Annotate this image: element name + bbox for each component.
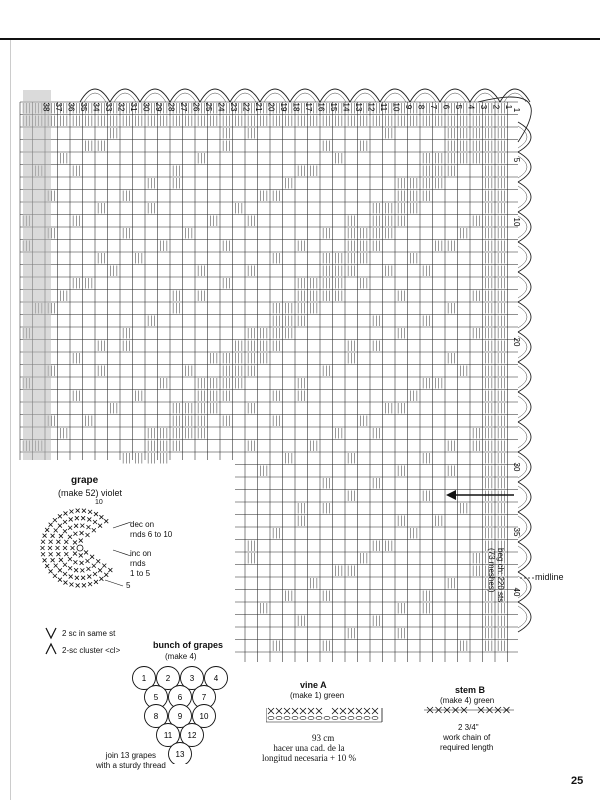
vine-length: 93 cm xyxy=(312,733,335,743)
grape-number: 3 xyxy=(189,674,195,683)
row-number-top: 24 xyxy=(216,102,226,112)
page-number: 25 xyxy=(571,775,584,787)
row-number-top: 36 xyxy=(66,102,76,112)
grape-number: 5 xyxy=(153,693,159,702)
grape-inc-label: inc on rnds 1 to 5 xyxy=(130,549,152,578)
row-number-top: 12 xyxy=(366,102,376,112)
row-number-top: 32 xyxy=(116,102,126,112)
row-number-top: 19 xyxy=(279,102,288,112)
grape-number: 12 xyxy=(187,731,197,740)
grape-number: 8 xyxy=(153,712,159,721)
legend-sc-cluster: 2-sc cluster <cl> xyxy=(62,646,121,655)
row-number-top: 34 xyxy=(91,102,101,112)
grape-number: 2 xyxy=(165,674,171,683)
grape-number: 6 xyxy=(177,693,183,702)
vine-spanish-note: hacer una cad. de la longitud necesaria + 10 % xyxy=(262,743,357,763)
stem-chain-diagram xyxy=(424,703,516,723)
bunch-of-grapes-diagram xyxy=(120,664,240,764)
row-number-right: 40 xyxy=(512,587,521,597)
grape-title: grape xyxy=(71,475,99,486)
row-number-top: 3 xyxy=(479,104,488,110)
stem-note: work chain of required length xyxy=(440,733,494,752)
stem-title: stem B xyxy=(455,685,486,695)
row-number-top: 20 xyxy=(266,102,276,112)
row-number-top: 1 xyxy=(504,104,513,110)
legend-sc-same-st: 2 sc in same st xyxy=(62,629,116,638)
row-number-top: 11 xyxy=(379,102,388,112)
grape-number: 1 xyxy=(141,674,147,683)
vine-subtitle: (make 1) green xyxy=(290,691,345,700)
row-number-top: 18 xyxy=(291,102,301,112)
bunch-subtitle: (make 4) xyxy=(165,652,197,661)
vine-chain-diagram xyxy=(266,700,384,730)
grape-rnd-label-2: 10 xyxy=(95,499,103,506)
row-number-top: 4 xyxy=(466,104,476,110)
row-number-top: 10 xyxy=(391,102,401,112)
sc-same-st-icon xyxy=(44,626,58,640)
grape-number: 4 xyxy=(213,674,219,683)
bunch-title: bunch of grapes xyxy=(153,640,224,650)
grape-number: 10 xyxy=(199,712,209,721)
row-number-top: 31 xyxy=(129,102,138,112)
row-number-top: 37 xyxy=(54,102,63,112)
row-number-right: 1 xyxy=(512,107,521,113)
bunch-note: join 13 grapes with a sturdy thread xyxy=(96,751,166,770)
beg-ch-label: beg ch: 220 sts (73 meshes) xyxy=(487,548,505,603)
row-number-top: 14 xyxy=(341,102,351,112)
row-number-right: 35 xyxy=(512,527,521,537)
grape-number: 9 xyxy=(177,712,183,721)
row-number-top: 25 xyxy=(204,102,213,112)
stem-subtitle: (make 4) green xyxy=(440,696,495,705)
row-number-top: 29 xyxy=(154,102,163,112)
row-number-top: 16 xyxy=(316,102,326,112)
row-number-top: 7 xyxy=(429,104,438,110)
grape-rnd-label: 5 xyxy=(126,581,131,590)
row-number-top: 9 xyxy=(404,104,413,110)
row-number-top: 13 xyxy=(354,102,363,112)
row-number-top: 2 xyxy=(491,104,501,110)
row-number-top: 8 xyxy=(416,104,426,110)
row-number-top: 30 xyxy=(141,102,151,112)
grape-number: 11 xyxy=(163,731,173,740)
grape-subtitle: (make 52) violet xyxy=(58,488,123,498)
row-number-right: 30 xyxy=(512,462,521,472)
row-number-top: 27 xyxy=(179,102,188,112)
vine-title: vine A xyxy=(300,680,327,690)
grape-number: 13 xyxy=(175,750,185,759)
arrow-icon xyxy=(446,488,516,502)
row-number-top: 35 xyxy=(79,102,88,112)
row-number-top: 26 xyxy=(191,102,201,112)
row-number-top: 38 xyxy=(41,102,51,112)
row-number-right: 5 xyxy=(512,157,521,163)
grape-dec-label: dec on rnds 6 to 10 xyxy=(130,520,173,539)
row-number-top: 6 xyxy=(441,104,451,110)
row-number-top: 22 xyxy=(241,102,251,112)
row-number-top: 33 xyxy=(104,102,113,112)
grape-number: 7 xyxy=(201,693,207,702)
sc-cluster-icon xyxy=(44,642,58,656)
row-number-top: 21 xyxy=(254,102,263,112)
stem-length: 2 3/4" xyxy=(458,723,479,732)
row-number-top: 15 xyxy=(329,102,338,112)
row-number-right: 20 xyxy=(512,337,521,347)
row-number-top: 5 xyxy=(454,104,463,110)
row-number-top: 23 xyxy=(229,102,238,112)
midline-label: midline xyxy=(535,572,564,582)
row-number-top: 17 xyxy=(304,102,313,112)
row-number-right: 10 xyxy=(512,217,521,227)
row-number-top: 28 xyxy=(166,102,176,112)
